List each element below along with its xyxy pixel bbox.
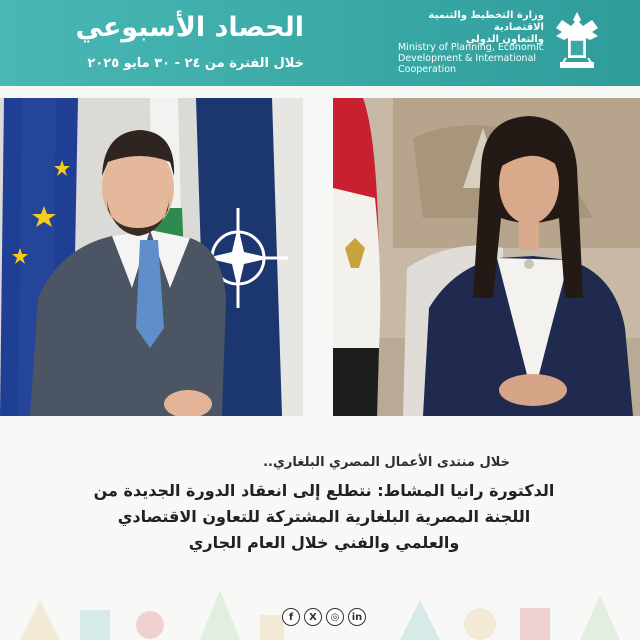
eagle-emblem-icon [552, 8, 602, 78]
ministry-name-ar-line: والتعاون الدولي [465, 34, 544, 45]
page-title: الحصاد الأسبوعي [75, 12, 304, 43]
instagram-icon[interactable]: ◎ [326, 608, 344, 626]
ministry-name-en-line: Ministry of Planning, Economic [398, 42, 544, 53]
ministry-name-arabic [376, 10, 544, 46]
ministry-name-en-line: Cooperation [398, 64, 457, 75]
facebook-icon[interactable]: f [282, 608, 300, 626]
period-label: خلال الفترة من ٢٤ - ٣٠ مايو ٢٠٢٥ [87, 56, 304, 71]
ministry-name-english [398, 42, 568, 75]
social-links [282, 608, 366, 628]
article-headline [26, 478, 622, 556]
headline-line: الدكتورة رانيا المشاط: نتطلع إلى انعقاد الدورة الجديدة من [93, 481, 555, 500]
ministry-name-en-line: Development & International [398, 53, 537, 64]
photo-minister [333, 98, 640, 416]
header-banner [0, 0, 640, 86]
x-icon[interactable]: X [304, 608, 322, 626]
headline-line: اللجنة المصرية البلغارية المشتركة للتعاون الاقتصادي [117, 507, 531, 526]
linkedin-icon[interactable]: in [348, 608, 366, 626]
article-subtitle: خلال منتدى الأعمال المصري البلغاري.. [263, 455, 510, 470]
ministry-name-ar-line: وزارة التخطيط والتنمية الاقتصادية [428, 10, 544, 33]
photo-bulgarian-official [0, 98, 303, 416]
headline-line: والعلمي والفني خلال العام الجاري [188, 533, 460, 552]
